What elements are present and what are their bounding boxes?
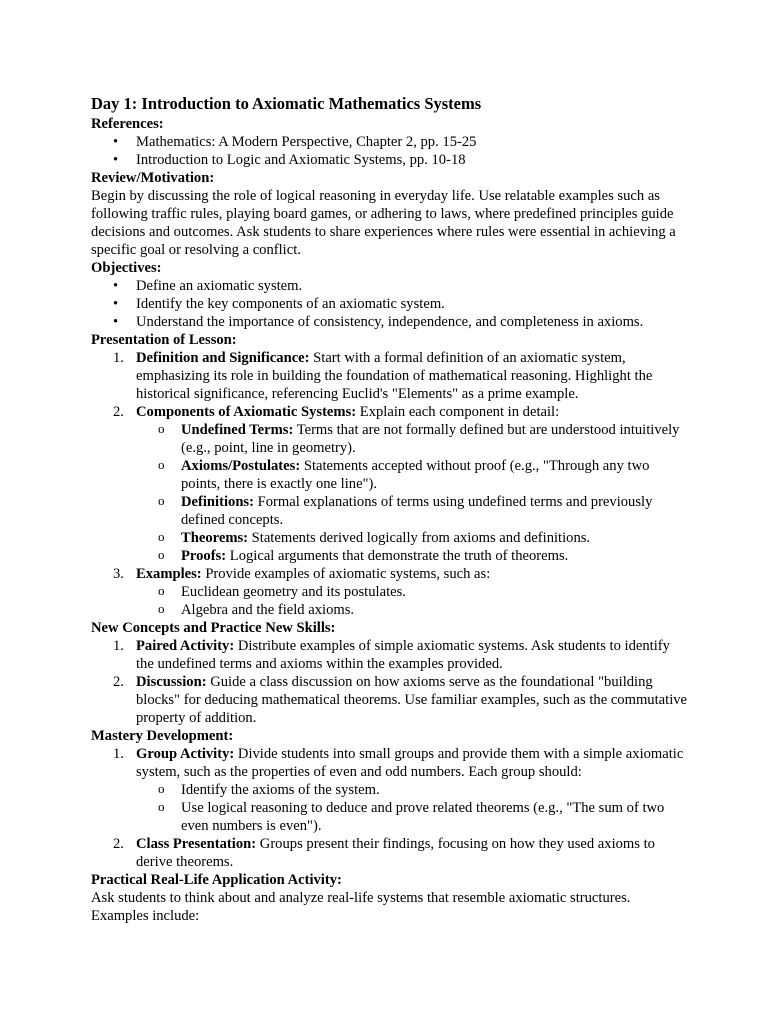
component-label: Axioms/Postulates: [181,458,301,474]
component-item [136,493,691,529]
presentation-item [91,565,691,619]
item-text: Explain each component in detail: [356,404,560,420]
presentation-item [91,403,691,565]
item-label: Paired Activity: [136,638,235,654]
objective-item: • Define an axiomatic system. [91,277,691,295]
practical-heading: Practical Real-Life Application Activity: [91,872,342,888]
item-number: 2. [113,674,124,690]
component-item [136,547,691,565]
component-text: Statements accepted without proof (e.g., "Through any two points, there is exactly one line"). [181,458,650,492]
item-label: Components of Axiomatic Systems: [136,404,357,420]
new-concepts-item [91,673,691,727]
components-sublist [136,421,691,565]
group-task-item: o Use logical reasoning to deduce and prove related theorems (e.g., "The sum of two even numbers is even"). [136,799,691,835]
item-number: 1. [113,746,124,762]
component-label: Undefined Terms: [181,422,294,438]
item-label: Definition and Significance: [136,350,310,366]
example-item: o Algebra and the field axioms. [136,601,691,619]
document-page [91,94,691,925]
component-text: Statements derived logically from axioms and definitions. [248,530,591,546]
objective-item: • Understand the importance of consistency, independence, and completeness in axioms. [91,313,691,331]
item-text: Start with a formal definition of an axiomatic system, emphasizing its role in building the foundation of mathematical reasoning. Highlight the historical significance, referencing Euclid's "Elements" as a prime example. [136,350,653,402]
mastery-item [91,835,691,871]
item-label: Examples: [136,566,202,582]
reference-item: • Mathematics: A Modern Perspective, Chapter 2, pp. 15-25 [91,133,691,151]
practical-paragraph: Ask students to think about and analyze real-life systems that resemble axiomatic structures. Examples include: [91,890,631,924]
new-concepts-heading: New Concepts and Practice New Skills: [91,620,336,636]
presentation-list [91,349,691,619]
item-number: 3. [113,566,124,582]
examples-sublist [136,583,691,619]
item-number: 1. [113,638,124,654]
presentation-item [91,349,691,403]
component-label: Theorems: [181,530,249,546]
objective-item: • Identify the key components of an axiomatic system. [91,295,691,313]
item-text: Guide a class discussion on how axioms serve as the foundational "building blocks" for deducing mathematical theorems. Use familiar examples, such as the commutative property of addition. [136,674,688,726]
example-item: o Euclidean geometry and its postulates. [136,583,691,601]
item-label: Discussion: [136,674,207,690]
references-heading: References: [91,116,164,132]
component-item [136,457,691,493]
component-label: Proofs: [181,548,227,564]
item-text: Divide students into small groups and provide them with a simple axiomatic system, such as the properties of even and odd numbers. Each group should: [136,746,684,780]
mastery-list [91,745,691,871]
new-concepts-list [91,637,691,727]
references-list [91,133,691,169]
item-label: Group Activity: [136,746,235,762]
component-item [136,529,691,547]
presentation-heading: Presentation of Lesson: [91,332,237,348]
component-text: Terms that are not formally defined but are understood intuitively (e.g., point, line in geometry). [181,422,680,456]
mastery-heading: Mastery Development: [91,728,234,744]
reference-item: • Introduction to Logic and Axiomatic Systems, pp. 10-18 [91,151,691,169]
mastery-item [91,745,691,835]
component-text: Formal explanations of terms using undefined terms and previously defined concepts. [181,494,653,528]
component-label: Definitions: [181,494,254,510]
objectives-heading: Objectives: [91,260,162,276]
item-text: Groups present their findings, focusing on how they used axioms to derive theorems. [136,836,655,870]
item-label: Class Presentation: [136,836,257,852]
component-item [136,421,691,457]
review-paragraph: Begin by discussing the role of logical reasoning in everyday life. Use relatable examples such as following traffic rules, playing board games, or adhering to laws, where predefined principles guide decisions and outcomes. Ask students to share experiences where rules were essential in achieving a specific goal or resolving a conflict. [91,188,676,258]
item-text: Distribute examples of simple axiomatic systems. Ask students to identify the undefined terms and axioms within the examples provided. [136,638,670,672]
item-text: Provide examples of axiomatic systems, such as: [201,566,491,582]
group-task-item: o Identify the axioms of the system. [136,781,691,799]
review-heading: Review/Motivation: [91,170,215,186]
new-concepts-item [91,637,691,673]
objectives-list [91,277,691,331]
component-text: Logical arguments that demonstrate the truth of theorems. [226,548,569,564]
item-number: 2. [113,404,124,420]
group-tasks-sublist [136,781,691,835]
item-number: 2. [113,836,124,852]
item-number: 1. [113,350,124,366]
document-title: Day 1: Introduction to Axiomatic Mathematics Systems [91,94,482,113]
